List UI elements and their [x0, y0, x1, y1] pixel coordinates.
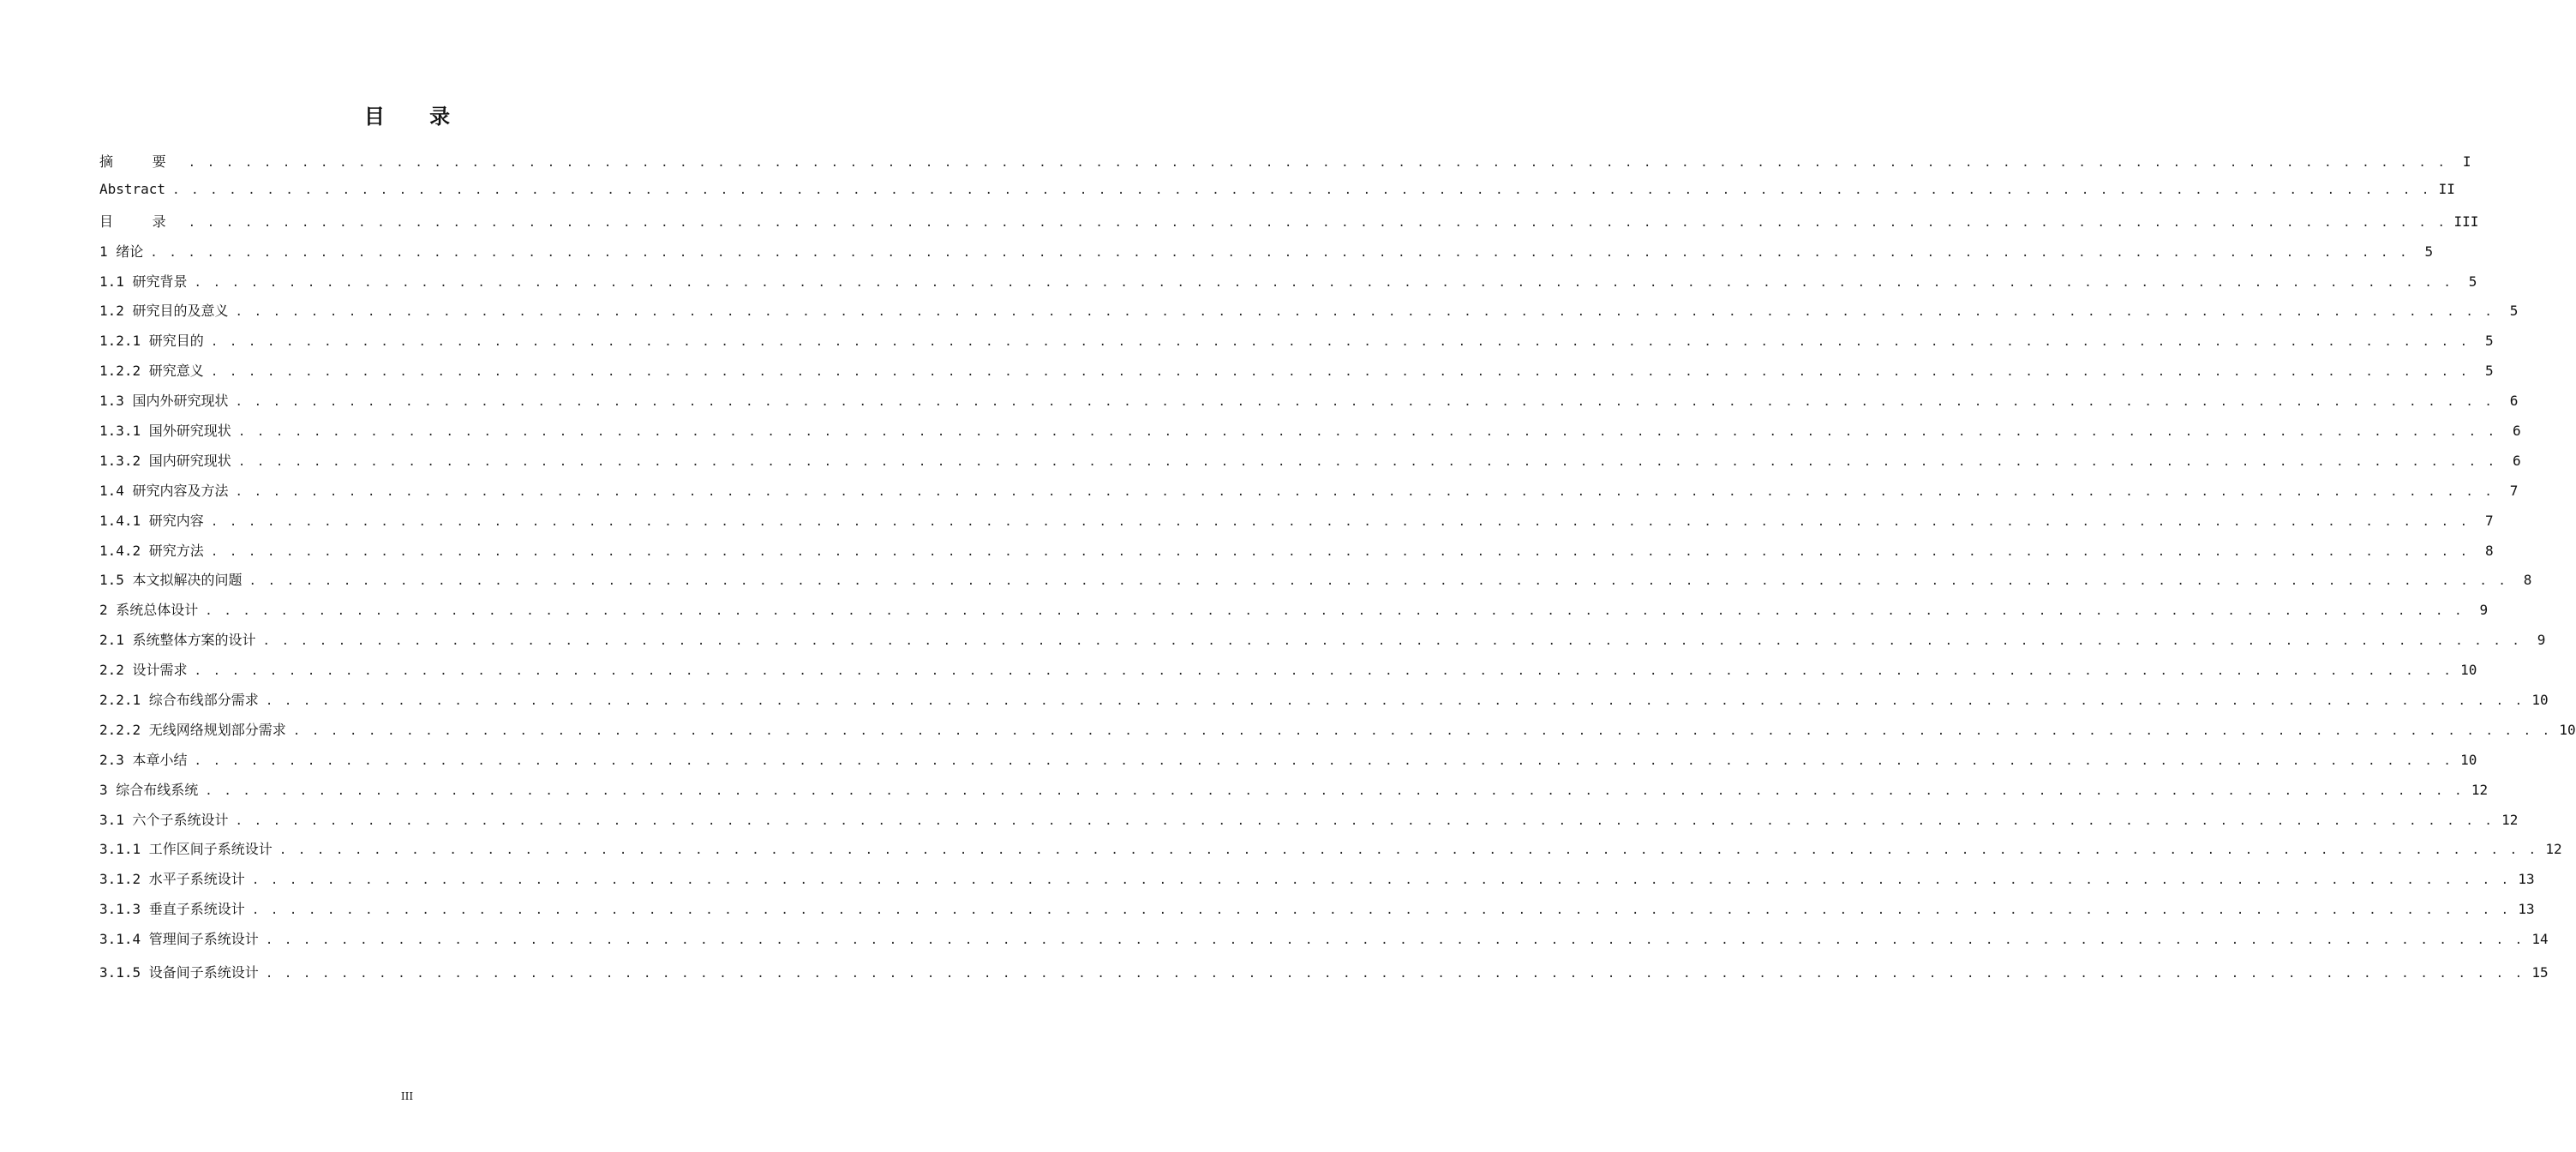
toc-entry-label: Abstract [99, 180, 166, 197]
toc-leader-dots: . . . . . . . . . . . . . . . . . . . . . . . . . . . . . . . . . . . . . . . . . . . . . . . . . . . . . . . . . . . . . . . . . . . . . . . . . . . . . . . . . . . . . . . . . . . . . . . . . . . . . . . . . . . . . . . . . . . . . . . . [210, 365, 2470, 380]
toc-entry-page: 13 [2518, 871, 2535, 888]
toc-entry-label: 1.3 国内外研究现状 [99, 393, 229, 410]
toc-leader-dots: . . . . . . . . . . . . . . . . . . . . . . . . . . . . . . . . . . . . . . . . . . . . . . . . . . . . . . . . . . . . . . . . . . . . . . . . . . . . . . . . . . . . . . . . . . . . . . . . . . . . . . . . . . . . . . . . . . . . . . . . [150, 245, 2410, 260]
toc-entry-page: II [2438, 180, 2455, 197]
toc-entry-label: 3.1.4 管理间子系统设计 [99, 931, 259, 948]
toc-entry[interactable] [99, 838, 2562, 868]
toc-entry-page: 5 [2424, 243, 2434, 260]
toc-entry-page: 15 [2531, 964, 2549, 981]
toc-entry[interactable] [99, 480, 2519, 510]
toc-leader-dots: . . . . . . . . . . . . . . . . . . . . . . . . . . . . . . . . . . . . . . . . . . . . . . . . . . . . . . . . . . . . . . . . . . . . . . . . . . . . . . . . . . . . . . . . . . . . . . . . . . . . . . . . . . . . . . . . . . . . . . . . [235, 395, 2495, 410]
toc-entry-label: 1 绪论 [99, 243, 144, 260]
toc-entry-label: 2.2 设计需求 [99, 662, 188, 679]
toc-entry[interactable] [99, 151, 2471, 181]
toc-entry[interactable] [99, 719, 2576, 749]
toc-entry-page: 10 [2460, 662, 2477, 679]
toc-leader-dots: . . . . . . . . . . . . . . . . . . . . . . . . . . . . . . . . . . . . . . . . . . . . . . . . . . . . . . . . . . . . . . . . . . . . . . . . . . . . . . . . . . . . . . . . . . . . . . . . . . . . . . . . . . . . . . . . . . . . . . . . [210, 544, 2470, 559]
toc-leader-dots: . . . . . . . . . . . . . . . . . . . . . . . . . . . . . . . . . . . . . . . . . . . . . . . . . . . . . . . . . . . . . . . . . . . . . . . . . . . . . . . . . . . . . . . . . . . . . . . . . . . . . . . . . . . . . . . . . . . . . . . . [265, 933, 2525, 948]
toc-leader-dots: . . . . . . . . . . . . . . . . . . . . . . . . . . . . . . . . . . . . . . . . . . . . . . . . . . . . . . . . . . . . . . . . . . . . . . . . . . . . . . . . . . . . . . . . . . . . . . . . . . . . . . . . . . . . . . . . . . . . . . . . [205, 783, 2465, 798]
toc-leader-dots: . . . . . . . . . . . . . . . . . . . . . . . . . . . . . . . . . . . . . . . . . . . . . . . . . . . . . . . . . . . . . . . . . . . . . . . . . . . . . . . . . . . . . . . . . . . . . . . . . . . . . . . . . . . . . . . . . . . . . . . . [205, 604, 2465, 619]
toc-entry-page: III [2453, 213, 2479, 230]
toc-entry-page: I [2462, 153, 2471, 170]
toc-entry-label: 3.1.5 设备间子系统设计 [99, 964, 259, 981]
toc-entry-label: 3 综合布线系统 [99, 781, 199, 798]
toc-entry[interactable] [99, 390, 2519, 420]
toc-entry[interactable] [99, 928, 2549, 958]
toc-leader-dots: . . . . . . . . . . . . . . . . . . . . . . . . . . . . . . . . . . . . . . . . . . . . . . . . . . . . . . . . . . . . . . . . . . . . . . . . . . . . . . . . . . . . . . . . . . . . . . . . . . . . . . . . . . . . . . . . . . . . . . . . [237, 425, 2497, 440]
toc-entry[interactable] [99, 271, 2477, 301]
toc-entry-page: 6 [2513, 423, 2521, 440]
toc-entry-page: 8 [2523, 572, 2532, 589]
toc-entry[interactable] [99, 300, 2519, 330]
toc-entry[interactable] [99, 898, 2535, 928]
toc-entry-page: 12 [2471, 781, 2489, 798]
toc-leader-dots: . . . . . . . . . . . . . . . . . . . . . . . . . . . . . . . . . . . . . . . . . . . . . . . . . . . . . . . . . . . . . . . . . . . . . . . . . . . . . . . . . . . . . . . . . . . . . . . . . . . . . . . . . . . . . . . . . . . . . . . . [279, 843, 2538, 858]
toc-entry-label: 1.2 研究目的及意义 [99, 303, 229, 320]
toc-entry-page: 8 [2485, 542, 2494, 559]
page-number-footer: III [400, 1090, 414, 1102]
toc-entry-label: 2.2.1 综合布线部分需求 [99, 692, 259, 709]
toc-entry-label: 3.1 六个子系统设计 [99, 811, 229, 828]
toc-leader-dots: . . . . . . . . . . . . . . . . . . . . . . . . . . . . . . . . . . . . . . . . . . . . . . . . . . . . . . . . . . . . . . . . . . . . . . . . . . . . . . . . . . . . . . . . . . . . . . . . . . . . . . . . . . . . . . . . . . . . . . . . [249, 574, 2508, 589]
toc-entry-page: 5 [2468, 273, 2477, 290]
toc-entry-page: 5 [2485, 333, 2494, 350]
toc-entry-page: 12 [2545, 841, 2562, 858]
toc-leader-dots: . . . . . . . . . . . . . . . . . . . . . . . . . . . . . . . . . . . . . . . . . . . . . . . . . . . . . . . . . . . . . . . . . . . . . . . . . . . . . . . . . . . . . . . . . . . . . . . . . . . . . . . . . . . . . . . . . . . . . . . . [188, 215, 2447, 230]
toc-leader-dots: . . . . . . . . . . . . . . . . . . . . . . . . . . . . . . . . . . . . . . . . . . . . . . . . . . . . . . . . . . . . . . . . . . . . . . . . . . . . . . . . . . . . . . . . . . . . . . . . . . . . . . . . . . . . . . . . . . . . . . . . [194, 275, 2453, 290]
toc-entry-label: 1.4 研究内容及方法 [99, 482, 229, 499]
toc-leader-dots: . . . . . . . . . . . . . . . . . . . . . . . . . . . . . . . . . . . . . . . . . . . . . . . . . . . . . . . . . . . . . . . . . . . . . . . . . . . . . . . . . . . . . . . . . . . . . . . . . . . . . . . . . . . . . . . . . . . . . . . . [262, 634, 2522, 649]
toc-leader-dots: . . . . . . . . . . . . . . . . . . . . . . . . . . . . . . . . . . . . . . . . . . . . . . . . . . . . . . . . . . . . . . . . . . . . . . . . . . . . . . . . . . . . . . . . . . . . . . . . . . . . . . . . . . . . . . . . . . . . . . . . [237, 454, 2497, 469]
toc-entry[interactable] [99, 599, 2489, 629]
toc-entry[interactable] [99, 749, 2477, 779]
toc-entry-label: 2.3 本章小结 [99, 751, 188, 768]
toc-entry-page: 6 [2509, 393, 2519, 410]
toc-leader-dots: . . . . . . . . . . . . . . . . . . . . . . . . . . . . . . . . . . . . . . . . . . . . . . . . . . . . . . . . . . . . . . . . . . . . . . . . . . . . . . . . . . . . . . . . . . . . . . . . . . . . . . . . . . . . . . . . . . . . . . . . [235, 305, 2495, 320]
toc-leader-dots: . . . . . . . . . . . . . . . . . . . . . . . . . . . . . . . . . . . . . . . . . . . . . . . . . . . . . . . . . . . . . . . . . . . . . . . . . . . . . . . . . . . . . . . . . . . . . . . . . . . . . . . . . . . . . . . . . . . . . . . . [292, 723, 2552, 738]
toc-leader-dots: . . . . . . . . . . . . . . . . . . . . . . . . . . . . . . . . . . . . . . . . . . . . . . . . . . . . . . . . . . . . . . . . . . . . . . . . . . . . . . . . . . . . . . . . . . . . . . . . . . . . . . . . . . . . . . . . . . . . . . . . [251, 903, 2511, 918]
toc-entry-label: 2 系统总体设计 [99, 602, 199, 619]
toc-leader-dots: . . . . . . . . . . . . . . . . . . . . . . . . . . . . . . . . . . . . . . . . . . . . . . . . . . . . . . . . . . . . . . . . . . . . . . . . . . . . . . . . . . . . . . . . . . . . . . . . . . . . . . . . . . . . . . . . . . . . . . . . [194, 753, 2453, 768]
toc-entry-label: 目 录 [99, 213, 182, 230]
toc-entry-label: 3.1.3 垂直子系统设计 [99, 901, 245, 918]
toc-entry[interactable] [99, 450, 2521, 480]
toc-entry[interactable] [99, 180, 2455, 211]
toc-leader-dots: . . . . . . . . . . . . . . . . . . . . . . . . . . . . . . . . . . . . . . . . . . . . . . . . . . . . . . . . . . . . . . . . . . . . . . . . . . . . . . . . . . . . . . . . . . . . . . . . . . . . . . . . . . . . . . . . . . . . . . . . [235, 484, 2495, 499]
toc-entry-page: 14 [2531, 931, 2549, 948]
toc-entry[interactable] [99, 569, 2532, 599]
toc-leader-dots: . . . . . . . . . . . . . . . . . . . . . . . . . . . . . . . . . . . . . . . . . . . . . . . . . . . . . . . . . . . . . . . . . . . . . . . . . . . . . . . . . . . . . . . . . . . . . . . . . . . . . . . . . . . . . . . . . . . . . . . . [265, 967, 2525, 981]
toc-entry[interactable] [99, 779, 2489, 809]
toc-leader-dots: . . . . . . . . . . . . . . . . . . . . . . . . . . . . . . . . . . . . . . . . . . . . . . . . . . . . . . . . . . . . . . . . . . . . . . . . . . . . . . . . . . . . . . . . . . . . . . . . . . . . . . . . . . . . . . . . . . . . . . . . [194, 664, 2453, 679]
toc-entry-page: 12 [2501, 811, 2519, 828]
toc-entry-label: 1.5 本文拟解决的问题 [99, 572, 243, 589]
toc-leader-dots: . . . . . . . . . . . . . . . . . . . . . . . . . . . . . . . . . . . . . . . . . . . . . . . . . . . . . . . . . . . . . . . . . . . . . . . . . . . . . . . . . . . . . . . . . . . . . . . . . . . . . . . . . . . . . . . . . . . . . . . . [235, 813, 2495, 828]
toc-leader-dots: . . . . . . . . . . . . . . . . . . . . . . . . . . . . . . . . . . . . . . . . . . . . . . . . . . . . . . . . . . . . . . . . . . . . . . . . . . . . . . . . . . . . . . . . . . . . . . . . . . . . . . . . . . . . . . . . . . . . . . . . [188, 156, 2447, 170]
toc-entry-page: 10 [2460, 751, 2477, 768]
toc-entry[interactable] [99, 962, 2549, 992]
toc-leader-dots: . . . . . . . . . . . . . . . . . . . . . . . . . . . . . . . . . . . . . . . . . . . . . . . . . . . . . . . . . . . . . . . . . . . . . . . . . . . . . . . . . . . . . . . . . . . . . . . . . . . . . . . . . . . . . . . . . . . . . . . . [210, 514, 2470, 529]
toc-leader-dots: . . . . . . . . . . . . . . . . . . . . . . . . . . . . . . . . . . . . . . . . . . . . . . . . . . . . . . . . . . . . . . . . . . . . . . . . . . . . . . . . . . . . . . . . . . . . . . . . . . . . . . . . . . . . . . . . . . . . . . . . [210, 335, 2470, 350]
toc-entry-page: 10 [2531, 692, 2549, 709]
toc-leader-dots: . . . . . . . . . . . . . . . . . . . . . . . . . . . . . . . . . . . . . . . . . . . . . . . . . . . . . . . . . . . . . . . . . . . . . . . . . . . . . . . . . . . . . . . . . . . . . . . . . . . . . . . . . . . . . . . . . . . . . . . . [172, 183, 2431, 197]
toc-entry-page: 13 [2518, 901, 2535, 918]
toc-entry-label: 1.2.2 研究意义 [99, 363, 204, 380]
toc-entry-label: 摘 要 [99, 153, 182, 170]
toc-entry-page: 7 [2509, 482, 2519, 499]
toc-entry-label: 2.2.2 无线网络规划部分需求 [99, 721, 286, 738]
toc-entry[interactable] [99, 809, 2519, 839]
toc-leader-dots: . . . . . . . . . . . . . . . . . . . . . . . . . . . . . . . . . . . . . . . . . . . . . . . . . . . . . . . . . . . . . . . . . . . . . . . . . . . . . . . . . . . . . . . . . . . . . . . . . . . . . . . . . . . . . . . . . . . . . . . . [265, 694, 2525, 709]
toc-entry[interactable] [99, 689, 2549, 719]
toc-entry-page: 7 [2485, 512, 2494, 529]
table-of-contents [99, 151, 2576, 992]
toc-entry[interactable] [99, 420, 2521, 450]
toc-leader-dots: . . . . . . . . . . . . . . . . . . . . . . . . . . . . . . . . . . . . . . . . . . . . . . . . . . . . . . . . . . . . . . . . . . . . . . . . . . . . . . . . . . . . . . . . . . . . . . . . . . . . . . . . . . . . . . . . . . . . . . . . [251, 873, 2511, 888]
toc-entry-label: 1.2.1 研究目的 [99, 333, 204, 350]
toc-entry[interactable] [99, 241, 2434, 271]
toc-entry-label: 1.3.1 国外研究现状 [99, 423, 231, 440]
toc-entry-page: 5 [2509, 303, 2519, 320]
toc-entry[interactable] [99, 510, 2494, 540]
toc-entry[interactable] [99, 360, 2494, 390]
toc-entry-label: 3.1.2 水平子系统设计 [99, 871, 245, 888]
toc-entry[interactable] [99, 540, 2494, 570]
toc-entry-page: 5 [2485, 363, 2494, 380]
toc-entry[interactable] [99, 211, 2479, 241]
toc-entry-label: 1.4.2 研究方法 [99, 542, 204, 559]
toc-entry-label: 1.4.1 研究内容 [99, 512, 204, 529]
toc-entry[interactable] [99, 868, 2535, 898]
toc-entry[interactable] [99, 659, 2477, 689]
toc-entry-page: 9 [2537, 632, 2546, 649]
toc-entry-label: 1.1 研究背景 [99, 273, 188, 290]
toc-entry[interactable] [99, 330, 2494, 360]
page-title: 目 录 [363, 105, 470, 129]
toc-entry[interactable] [99, 629, 2546, 659]
toc-entry-label: 3.1.1 工作区间子系统设计 [99, 841, 273, 858]
toc-entry-label: 2.1 系统整体方案的设计 [99, 632, 256, 649]
toc-entry-page: 6 [2513, 452, 2521, 469]
toc-entry-page: 9 [2479, 602, 2489, 619]
toc-entry-page: 10 [2559, 721, 2576, 738]
toc-entry-label: 1.3.2 国内研究现状 [99, 452, 231, 469]
